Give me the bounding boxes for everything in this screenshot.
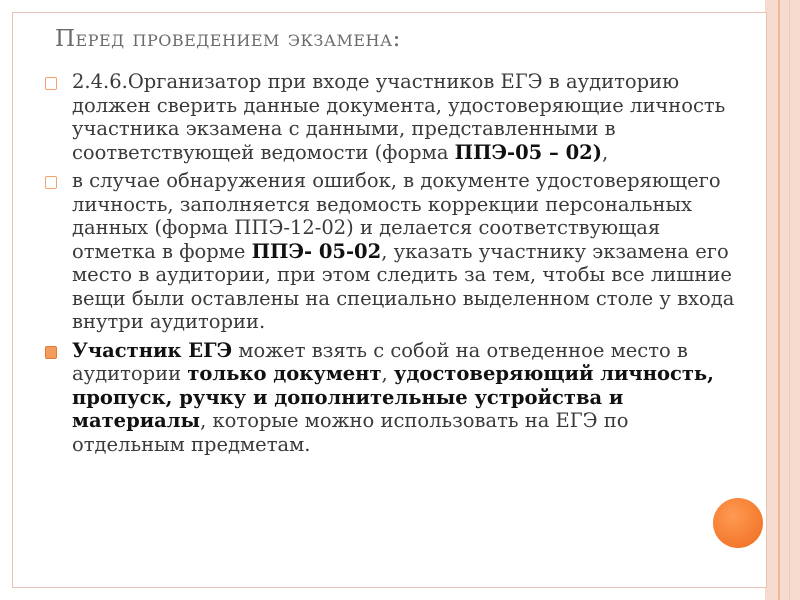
item-text: Участник ЕГЭ может взять с собой на отведенное место в аудитории только документ, удостоверяющий личность, пропуск, ручку и дополнительные устройства и материалы, которые можно использовать на ЕГЭ по отдельным предметам.: [72, 338, 714, 456]
list-item: [45, 339, 740, 457]
list-item: [45, 70, 740, 164]
item-text: 2.4.6.Организатор при входе участников ЕГЭ в аудиторию должен сверить данные документа, удостоверяющие личность участника экзамена с данными, представленными в соответствующей ведомости (форма ППЭ-05 – 02),: [72, 70, 726, 164]
filled-square-bullet-icon: [45, 346, 57, 359]
right-decorative-line-thin: [789, 0, 790, 600]
item-text: в случае обнаружения ошибок, в документе удостоверяющего личность, заполняется ведомость коррекции персональных данных (форма ППЭ-12-02) и делается соответствующая отметка в форме ППЭ- 05-02, указать участнику экзамена его место в аудитории, при этом следить за тем, чтобы все лишние вещи были оставлены на специально выделенном столе у входа внутри аудитории.: [72, 169, 735, 333]
list-item: [45, 169, 740, 334]
right-decorative-line: [778, 0, 780, 600]
orange-circle-decoration: [713, 498, 763, 548]
bullet-list: [45, 70, 740, 461]
right-decorative-band: [765, 0, 800, 600]
square-bullet-icon: [45, 176, 57, 189]
slide-title: Перед проведением экзамена:: [55, 26, 401, 52]
square-bullet-icon: [45, 77, 57, 90]
